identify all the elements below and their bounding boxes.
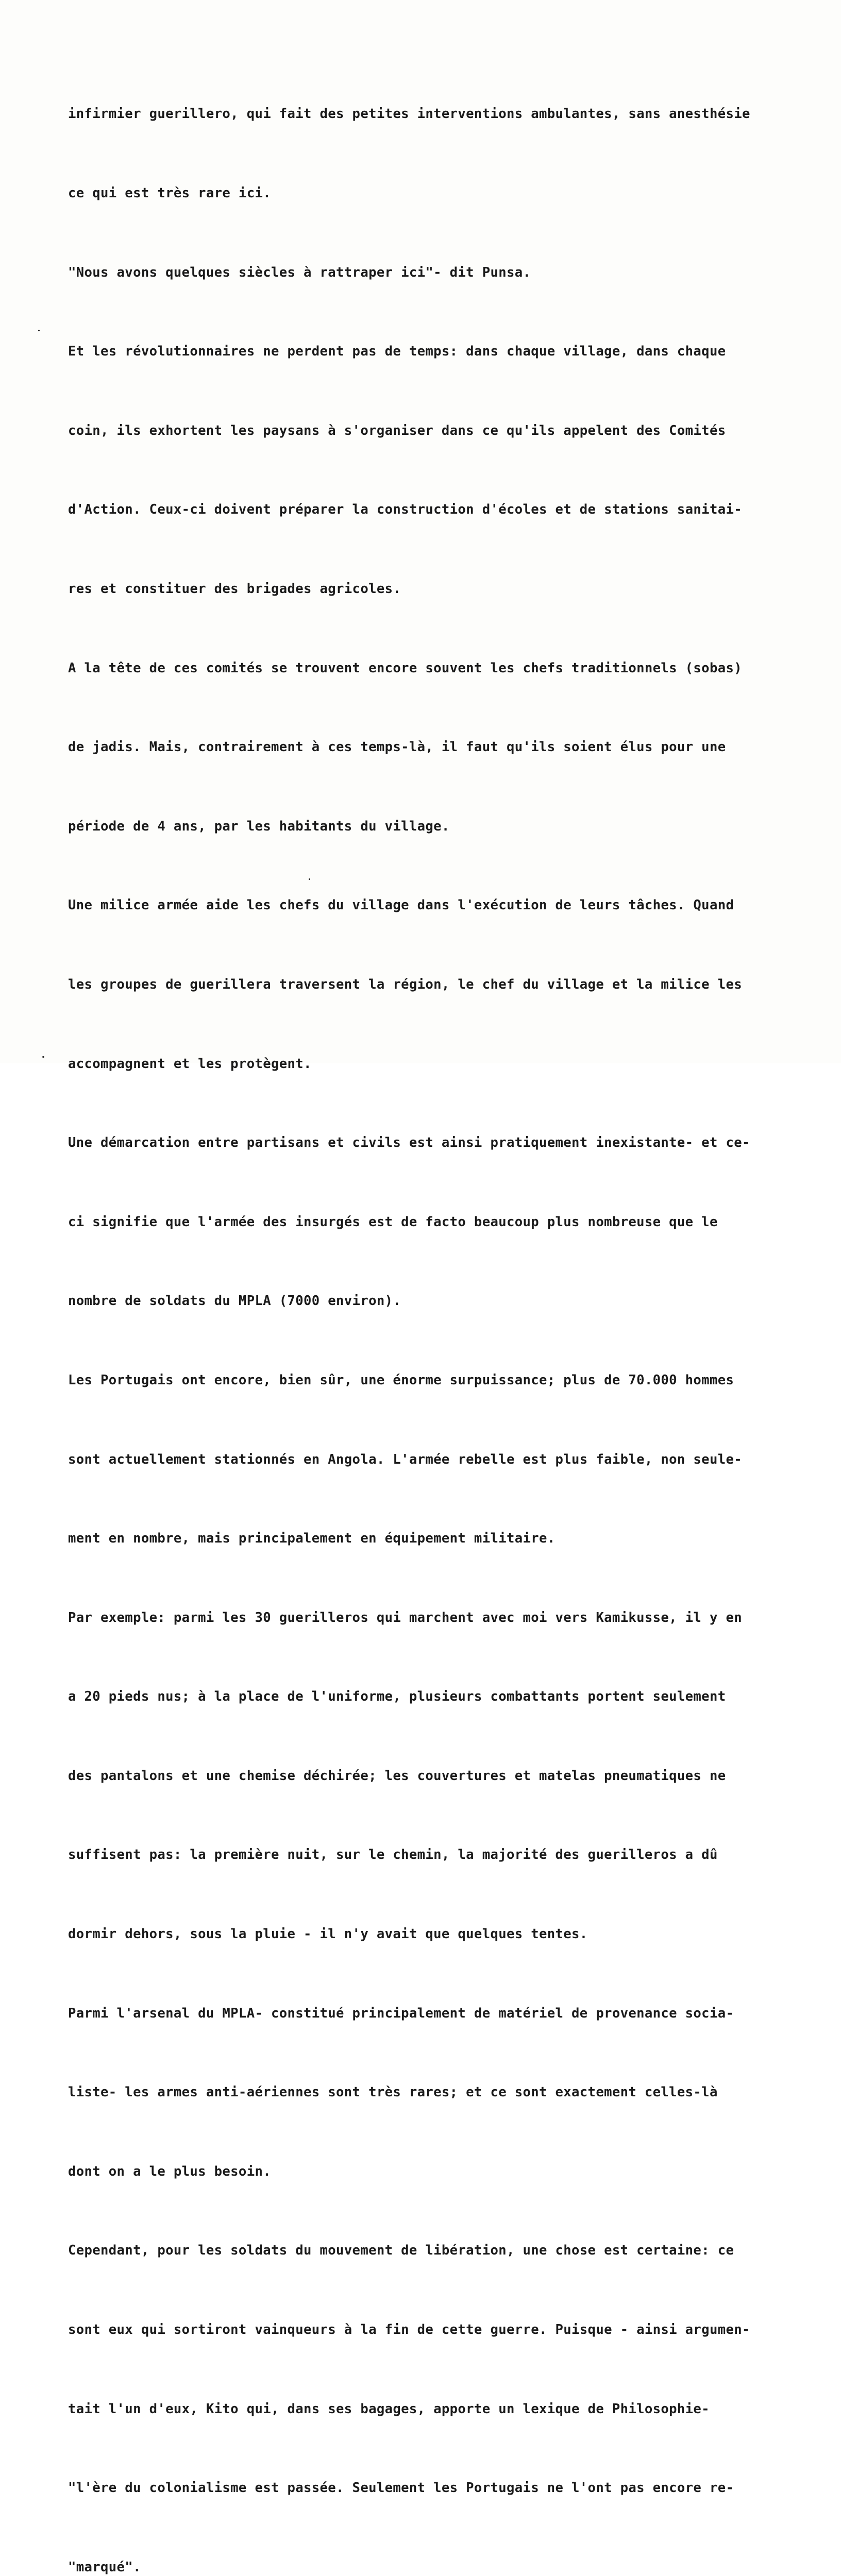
text-line-23: suffisent pas: la première nuit, sur le chemin, la majorité des guerilleros a dû: [68, 1847, 718, 1863]
text-line-7: res et constituer des brigades agricoles.: [68, 581, 401, 597]
text-line-24: dormir dehors, sous la pluie - il n'y avait que quelques tentes.: [68, 1926, 588, 1942]
body-text: [68, 48, 826, 2576]
text-line-8: A la tête de ces comités se trouvent encore souvent les chefs traditionnels (sobas): [68, 660, 742, 676]
text-line-18: sont actuellement stationnés en Angola. L'armée rebelle est plus faible, non seule-: [68, 1451, 742, 1467]
text-line-13: accompagnent et les protègent.: [68, 1056, 312, 1072]
text-line-6: d'Action. Ceux-ci doivent préparer la construction d'écoles et de stations sanitai-: [68, 502, 742, 518]
text-line-4: Et les révolutionnaires ne perdent pas de temps: dans chaque village, dans chaque: [68, 344, 726, 360]
text-line-21: a 20 pieds nus; à la place de l'uniforme, plusieurs combattants portent seulement: [68, 1689, 726, 1705]
text-line-29: sont eux qui sortiront vainqueurs à la fin de cette guerre. Puisque - ainsi argumen-: [68, 2322, 750, 2338]
text-line-17: Les Portugais ont encore, bien sûr, une énorme surpuissance; plus de 70.000 hommes: [68, 1372, 734, 1388]
paper-speck: [309, 878, 310, 880]
text-line-14: Une démarcation entre partisans et civils est ainsi pratiquement inexistante- et ce-: [68, 1135, 750, 1151]
text-line-19: ment en nombre, mais principalement en équipement militaire.: [68, 1531, 556, 1547]
paper-speck: [38, 330, 40, 331]
text-line-15: ci signifie que l'armée des insurgés est de facto beaucoup plus nombreuse que le: [68, 1214, 718, 1230]
text-line-11: Une milice armée aide les chefs du village dans l'exécution de leurs tâches. Quand: [68, 897, 734, 913]
text-line-3: "Nous avons quelques siècles à rattraper ici"- dit Punsa.: [68, 264, 531, 280]
text-line-27: dont on a le plus besoin.: [68, 2163, 271, 2179]
text-line-28: Cependant, pour les soldats du mouvement de libération, une chose est certaine: ce: [68, 2243, 734, 2259]
paper-speck: [42, 1056, 44, 1058]
text-line-25: Parmi l'arsenal du MPLA- constitué principalement de matériel de provenance socia-: [68, 2005, 734, 2021]
text-line-31: "l'ère du colonialisme est passée. Seulement les Portugais ne l'ont pas encore re-: [68, 2480, 734, 2496]
text-line-30: tait l'un d'eux, Kito qui, dans ses bagages, apporte un lexique de Philosophie-: [68, 2401, 710, 2417]
text-line-26: liste- les armes anti-aériennes sont très rares; et ce sont exactement celles-là: [68, 2084, 718, 2100]
text-line-16: nombre de soldats du MPLA (7000 environ).: [68, 1293, 401, 1309]
text-line-10: période de 4 ans, par les habitants du village.: [68, 818, 450, 834]
text-line-1: infirmier guerillero, qui fait des petites interventions ambulantes, sans anesthésie: [68, 106, 750, 122]
text-line-9: de jadis. Mais, contrairement à ces temps-là, il faut qu'ils soient élus pour une: [68, 739, 726, 755]
text-line-32: "marqué".: [68, 2559, 141, 2575]
text-line-5: coin, ils exhortent les paysans à s'organiser dans ce qu'ils appelent des Comités: [68, 422, 726, 438]
text-line-12: les groupes de guerillera traversent la région, le chef du village et la milice les: [68, 976, 742, 992]
text-line-22: des pantalons et une chemise déchirée; les couvertures et matelas pneumatiques ne: [68, 1768, 726, 1784]
text-line-2: ce qui est très rare ici.: [68, 185, 271, 201]
text-line-20: Par exemple: parmi les 30 guerilleros qui marchent avec moi vers Kamikusse, il y en: [68, 1609, 742, 1625]
